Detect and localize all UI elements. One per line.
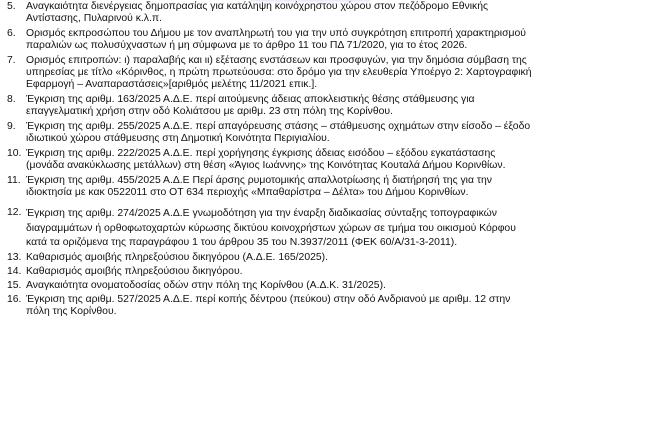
item-number: 5. bbox=[7, 1, 16, 12]
item-number: 10. bbox=[7, 148, 22, 159]
item-text bbox=[26, 266, 638, 278]
item-line: Έγκριση της αριθμ. 222/2025 Α.Δ.Ε. περί χορήγησης έγκρισης άδειας εισόδου – εξόδου εγκατάστασης bbox=[26, 148, 496, 159]
item-number: 8. bbox=[7, 94, 16, 105]
item-text bbox=[26, 294, 638, 318]
item-line: Έγκριση της αριθμ. 163/2025 Α.Δ.Ε. περί αιτούμενης άδειας αποκλειστικής θέσης στάθμευσης για bbox=[26, 94, 475, 105]
item-line: Αναγκαιότητα διενέργειας δημοπρασίας για κατάληψη κοινόχρηστου χώρου στον πεζόδρομο Εθνικής bbox=[26, 1, 489, 12]
item-line: Ορισμός επιτροπών: ι) παραλαβής και ιι) εξέτασης ενστάσεων και προσφυγών, για την δημόσια σύμβαση της bbox=[26, 55, 527, 66]
item-line: (μονάδα ανακύκλωσης μετάλλων) στη θέση «Άγιος Ιωάννης» της Κοινότητας Κουταλά Δήμου Κορινθίων. bbox=[26, 160, 506, 172]
item-number: 6. bbox=[7, 28, 16, 39]
item-line: πόλη της Κορίνθου. bbox=[26, 306, 117, 318]
item-number: 13. bbox=[7, 252, 22, 263]
item-text bbox=[26, 55, 638, 92]
item-text bbox=[26, 252, 638, 264]
item-line: Έγκριση της αριθμ. 274/2025 Α.Δ.Ε γνωμοδότηση για την έναρξη διαδικασίας σύνταξης τοπογραφικών bbox=[26, 208, 497, 219]
item-text bbox=[26, 1, 638, 25]
item-number: 12. bbox=[7, 207, 22, 218]
item-line: υπηρεσίας με τίτλο «Κόρινθος, η πρώτη πρωτεύουσα: στο δρόμο για την ελευθερία Υποέργο 2: Χαρτογραφική bbox=[26, 67, 532, 79]
item-text bbox=[26, 94, 638, 118]
item-line: Καθαρισμός αμοιβής πληρεξούσιου δικηγόρου. bbox=[26, 266, 243, 277]
item-line: ιδιωτικού χώρου στάθμευσης στη Δημοτική Κοινότητα Περιγιαλίου. bbox=[26, 133, 330, 145]
item-number: 11. bbox=[7, 175, 21, 186]
item-line: Έγκριση της αριθμ. 527/2025 Α.Δ.Ε. περί κοπής δέντρου (πεύκου) στην οδό Ανδριανού με αριθμ. 12 στην bbox=[26, 294, 511, 305]
item-line: Εφαρμογή – Αναπαραστάσεις»[αριθμός μελέτης 11/2021 επικ.]. bbox=[26, 79, 318, 91]
item-text bbox=[26, 207, 638, 251]
item-line: Έγκριση της αριθμ. 255/2025 Α.Δ.Ε. περί απαγόρευσης στάσης – στάθμευσης οχημάτων στην είσοδο – έξοδο bbox=[26, 121, 531, 132]
item-number: 7. bbox=[7, 55, 16, 66]
item-number: 9. bbox=[7, 121, 16, 132]
item-text bbox=[26, 28, 638, 52]
item-line: Αναγκαιότητα ονοματοδοσίας οδών στην πόλη της Κορίνθου (Α.Δ.Κ. 31/2025). bbox=[26, 280, 386, 291]
item-line: ιδιοκτησία με κακ 0522011 στο ΟΤ 634 περιοχής «Μπαθαρίστρα – Δέλτα» του Δήμου Κορινθίων. bbox=[26, 187, 469, 199]
item-line: Αντίστασης, Πυλαρινού κ.λ.π. bbox=[26, 13, 162, 25]
item-number: 14. bbox=[7, 266, 22, 277]
item-line: Έγκριση της αριθμ. 455/2025 Α.Δ.Ε Περί άρσης ρυμοτομικής απαλλοτρίωσης ή διατήρησή της για την bbox=[26, 175, 492, 186]
item-line: Καθαρισμός αμοιβής πληρεξούσιου δικηγόρου (Α.Δ.Ε. 165/2025). bbox=[26, 252, 329, 263]
item-line: παραλιών ως πολυσύχναστων ή μη σύμφωνα με το άρθρο 11 του ΠΔ 71/2020, για το έτος 2026. bbox=[26, 40, 468, 52]
item-line: διαγραμμάτων ή ορθοφωτοχαρτών κύρωσης δικτύου κοινοχρήστων χώρων σε τμήμα του οικισμού Κόρφου bbox=[26, 222, 516, 234]
item-text bbox=[26, 148, 638, 172]
item-number: 16. bbox=[7, 294, 22, 305]
item-text bbox=[26, 121, 638, 145]
item-text bbox=[26, 175, 638, 199]
item-line: Ορισμός εκπροσώπου του Δήμου με τον αναπληρωτή του για την υπό συγκρότηση επιτροπή χαρακτηρισμού bbox=[26, 28, 526, 39]
item-text bbox=[26, 280, 638, 292]
item-number: 15. bbox=[7, 280, 22, 291]
item-line: κατά τα οριζόμενα της παραγράφου 1 του άρθρου 35 του Ν.3937/2011 (ΦΕΚ 60/Α/31-3-2011). bbox=[26, 237, 458, 249]
item-line: επαγγελματική χρήση στην οδό Κολιάτσου με αριθμ. 23 στη πόλη της Κορίνθου. bbox=[26, 106, 393, 118]
